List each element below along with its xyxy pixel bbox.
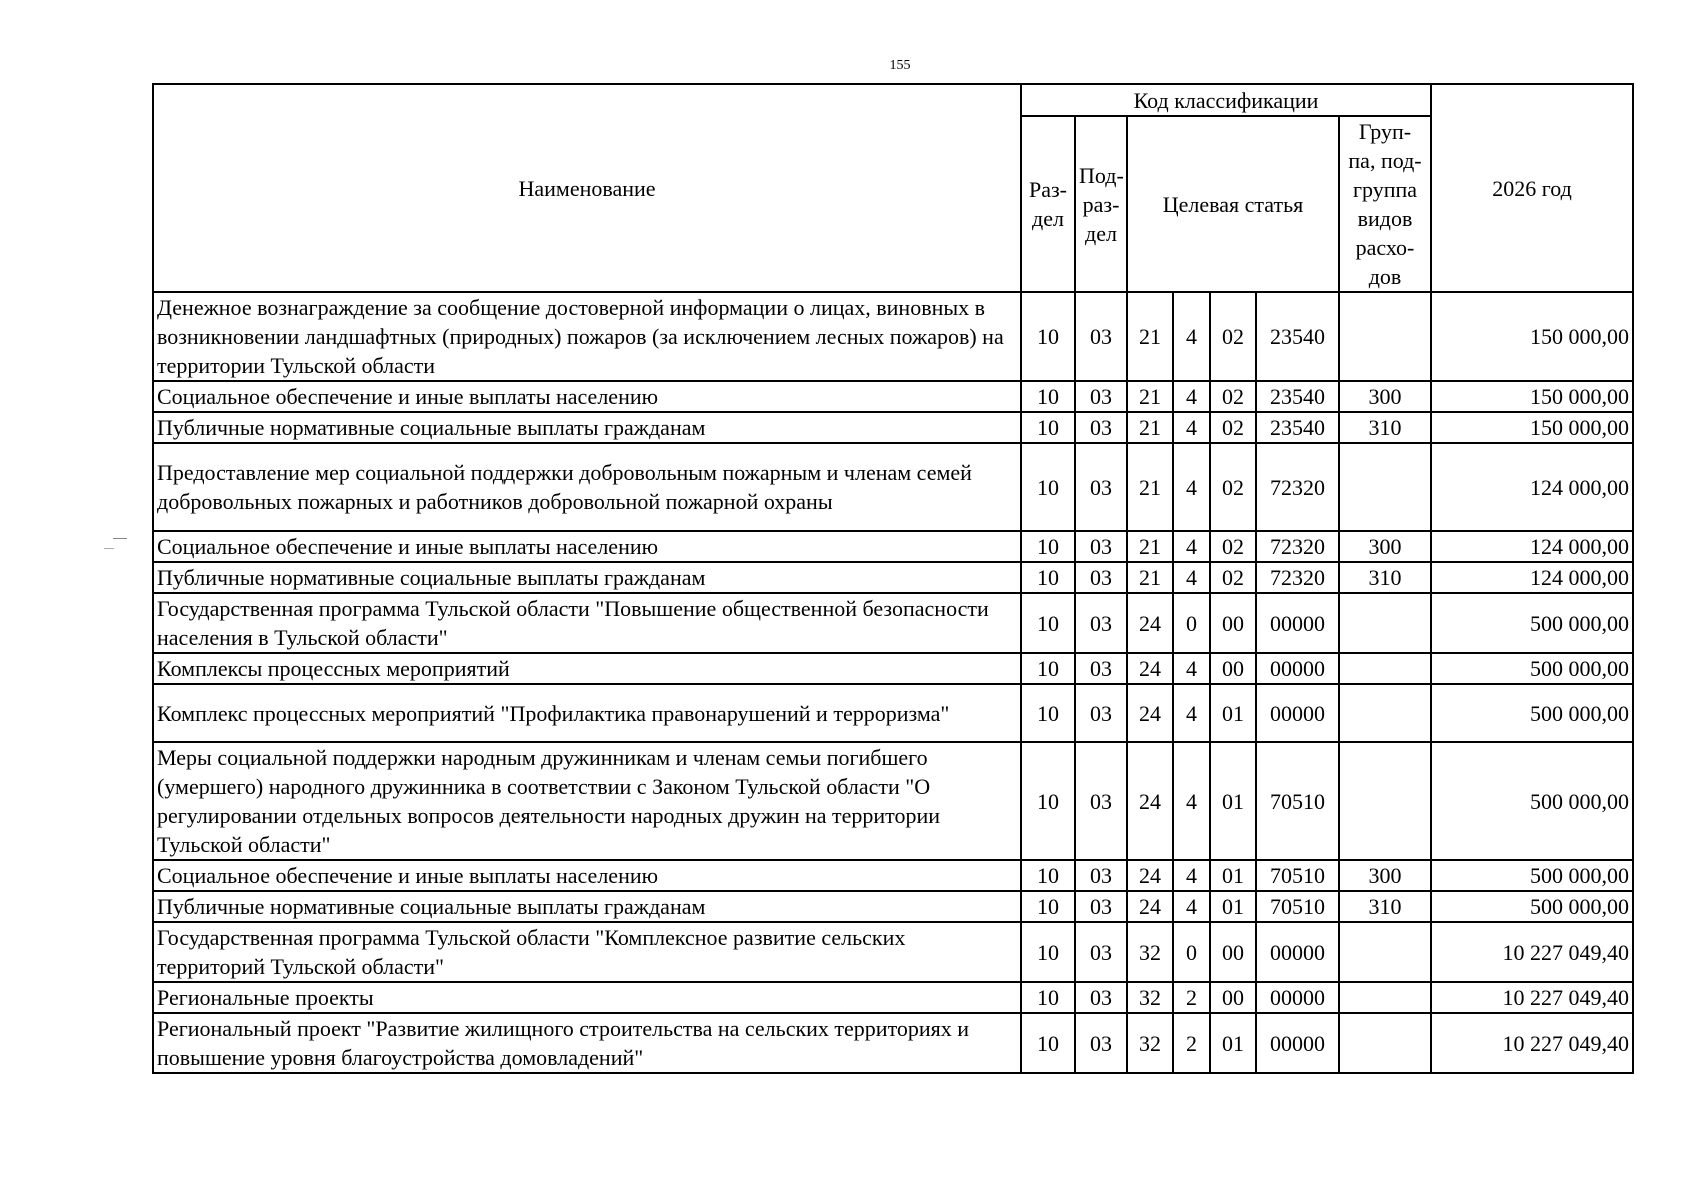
cell-amount: 124 000,00 xyxy=(1431,562,1633,593)
cell-target-structure: 00 xyxy=(1210,653,1256,684)
cell-section: 10 xyxy=(1021,982,1075,1013)
cell-expense-group xyxy=(1339,684,1431,742)
cell-subsection: 03 xyxy=(1075,982,1127,1013)
header-line: расхо- xyxy=(1355,235,1415,260)
header-name: Наименование xyxy=(153,84,1021,292)
cell-amount: 500 000,00 xyxy=(1431,653,1633,684)
cell-target-type: 4 xyxy=(1173,653,1210,684)
cell-target-structure: 02 xyxy=(1210,531,1256,562)
table-row xyxy=(153,381,1633,412)
cell-target-program: 32 xyxy=(1127,1013,1173,1073)
cell-section: 10 xyxy=(1021,412,1075,443)
cell-amount: 10 227 049,40 xyxy=(1431,1013,1633,1073)
header-line: видов xyxy=(1357,206,1413,231)
cell-target-type: 4 xyxy=(1173,443,1210,531)
cell-subsection: 03 xyxy=(1075,593,1127,653)
cell-expense-group xyxy=(1339,922,1431,982)
cell-target-type: 2 xyxy=(1173,1013,1210,1073)
scan-edge-mark xyxy=(113,538,127,539)
cell-subsection: 03 xyxy=(1075,562,1127,593)
header-code: Код классификации xyxy=(1021,84,1431,116)
cell-section: 10 xyxy=(1021,443,1075,531)
cell-expense-group: 300 xyxy=(1339,381,1431,412)
cell-subsection: 03 xyxy=(1075,742,1127,860)
cell-subsection: 03 xyxy=(1075,922,1127,982)
cell-amount: 500 000,00 xyxy=(1431,891,1633,922)
cell-name: Государственная программа Тульской области "Комплексное развитие сельских территорий Тульской области" xyxy=(153,922,1021,982)
cell-target-type: 4 xyxy=(1173,531,1210,562)
cell-section: 10 xyxy=(1021,381,1075,412)
cell-section: 10 xyxy=(1021,531,1075,562)
cell-target-program: 24 xyxy=(1127,742,1173,860)
cell-target-direction: 72320 xyxy=(1256,443,1339,531)
cell-amount: 150 000,00 xyxy=(1431,292,1633,381)
header-year: 2026 год xyxy=(1431,84,1633,292)
cell-expense-group xyxy=(1339,1013,1431,1073)
header-line: Раз- xyxy=(1028,177,1068,202)
cell-expense-group xyxy=(1339,742,1431,860)
table-row xyxy=(153,412,1633,443)
cell-target-program: 21 xyxy=(1127,412,1173,443)
header-line: раз- xyxy=(1082,191,1120,217)
cell-name: Региональные проекты xyxy=(153,982,1021,1013)
header-expense-group xyxy=(1339,116,1431,292)
cell-target-structure: 02 xyxy=(1210,292,1256,381)
cell-name: Социальное обеспечение и иные выплаты населению xyxy=(153,860,1021,891)
cell-section: 10 xyxy=(1021,922,1075,982)
cell-target-type: 4 xyxy=(1173,292,1210,381)
cell-section: 10 xyxy=(1021,593,1075,653)
cell-expense-group: 310 xyxy=(1339,412,1431,443)
cell-name: Государственная программа Тульской области "Повышение общественной безопасности населения в Тульской области" xyxy=(153,593,1021,653)
cell-target-structure: 00 xyxy=(1210,982,1256,1013)
cell-target-direction: 00000 xyxy=(1256,1013,1339,1073)
cell-target-type: 4 xyxy=(1173,742,1210,860)
cell-expense-group xyxy=(1339,653,1431,684)
cell-target-direction: 72320 xyxy=(1256,562,1339,593)
cell-target-type: 0 xyxy=(1173,593,1210,653)
page-number: 155 xyxy=(889,58,911,73)
table-row xyxy=(153,982,1633,1013)
cell-expense-group xyxy=(1339,292,1431,381)
table-row xyxy=(153,684,1633,742)
cell-target-structure: 01 xyxy=(1210,860,1256,891)
cell-name: Публичные нормативные социальные выплаты гражданам xyxy=(153,891,1021,922)
cell-target-type: 4 xyxy=(1173,860,1210,891)
cell-target-type: 0 xyxy=(1173,922,1210,982)
cell-amount: 150 000,00 xyxy=(1431,381,1633,412)
cell-amount: 500 000,00 xyxy=(1431,684,1633,742)
cell-section: 10 xyxy=(1021,562,1075,593)
cell-amount: 10 227 049,40 xyxy=(1431,922,1633,982)
table-body xyxy=(153,292,1633,1073)
cell-target-type: 4 xyxy=(1173,684,1210,742)
cell-target-direction: 00000 xyxy=(1256,593,1339,653)
cell-expense-group: 300 xyxy=(1339,531,1431,562)
table-row xyxy=(153,891,1633,922)
cell-name: Публичные нормативные социальные выплаты гражданам xyxy=(153,412,1021,443)
cell-target-structure: 01 xyxy=(1210,684,1256,742)
header-line: дов xyxy=(1368,264,1402,289)
cell-section: 10 xyxy=(1021,653,1075,684)
cell-name: Социальное обеспечение и иные выплаты населению xyxy=(153,381,1021,412)
cell-subsection: 03 xyxy=(1075,684,1127,742)
cell-target-direction: 00000 xyxy=(1256,922,1339,982)
cell-section: 10 xyxy=(1021,860,1075,891)
cell-section: 10 xyxy=(1021,742,1075,860)
cell-subsection: 03 xyxy=(1075,1013,1127,1073)
cell-expense-group xyxy=(1339,593,1431,653)
cell-name: Публичные нормативные социальные выплаты гражданам xyxy=(153,562,1021,593)
table-row xyxy=(153,860,1633,891)
table-row xyxy=(153,653,1633,684)
cell-expense-group xyxy=(1339,982,1431,1013)
cell-amount: 500 000,00 xyxy=(1431,742,1633,860)
cell-target-program: 24 xyxy=(1127,860,1173,891)
cell-name: Социальное обеспечение и иные выплаты населению xyxy=(153,531,1021,562)
budget-table xyxy=(152,83,1634,1074)
cell-target-program: 24 xyxy=(1127,593,1173,653)
cell-expense-group: 310 xyxy=(1339,562,1431,593)
cell-amount: 500 000,00 xyxy=(1431,593,1633,653)
cell-name: Комплекс процессных мероприятий "Профилактика правонарушений и терроризма" xyxy=(153,684,1021,742)
header-subsection xyxy=(1075,116,1127,292)
cell-name: Предоставление мер социальной поддержки добровольным пожарным и членам семей добровольных пожарных и работников добровольной пожарной охраны xyxy=(153,443,1021,531)
cell-target-direction: 23540 xyxy=(1256,292,1339,381)
cell-target-program: 21 xyxy=(1127,292,1173,381)
cell-expense-group xyxy=(1339,443,1431,531)
cell-target-structure: 00 xyxy=(1210,593,1256,653)
header-section xyxy=(1021,116,1075,292)
cell-expense-group: 310 xyxy=(1339,891,1431,922)
scan-edge-mark xyxy=(104,548,114,549)
cell-amount: 10 227 049,40 xyxy=(1431,982,1633,1013)
cell-target-structure: 01 xyxy=(1210,1013,1256,1073)
cell-target-direction: 23540 xyxy=(1256,381,1339,412)
cell-target-direction: 00000 xyxy=(1256,653,1339,684)
cell-target-type: 4 xyxy=(1173,412,1210,443)
header-line: Под- xyxy=(1079,162,1124,188)
cell-target-program: 24 xyxy=(1127,684,1173,742)
cell-subsection: 03 xyxy=(1075,891,1127,922)
cell-amount: 500 000,00 xyxy=(1431,860,1633,891)
cell-subsection: 03 xyxy=(1075,412,1127,443)
cell-target-program: 21 xyxy=(1127,443,1173,531)
cell-subsection: 03 xyxy=(1075,381,1127,412)
cell-target-type: 4 xyxy=(1173,381,1210,412)
cell-target-program: 21 xyxy=(1127,381,1173,412)
cell-target-structure: 01 xyxy=(1210,891,1256,922)
header-line: группа xyxy=(1352,177,1418,202)
cell-section: 10 xyxy=(1021,1013,1075,1073)
header-line: дел xyxy=(1032,206,1064,231)
cell-subsection: 03 xyxy=(1075,653,1127,684)
cell-target-program: 24 xyxy=(1127,891,1173,922)
cell-section: 10 xyxy=(1021,684,1075,742)
cell-target-program: 32 xyxy=(1127,982,1173,1013)
cell-amount: 124 000,00 xyxy=(1431,443,1633,531)
cell-target-structure: 02 xyxy=(1210,381,1256,412)
cell-target-program: 21 xyxy=(1127,531,1173,562)
cell-target-direction: 00000 xyxy=(1256,684,1339,742)
table-row xyxy=(153,1013,1633,1073)
cell-target-direction: 70510 xyxy=(1256,891,1339,922)
header-line: дел xyxy=(1085,220,1117,246)
cell-target-structure: 00 xyxy=(1210,922,1256,982)
cell-target-structure: 02 xyxy=(1210,443,1256,531)
table-row xyxy=(153,593,1633,653)
cell-target-program: 32 xyxy=(1127,922,1173,982)
table-row xyxy=(153,292,1633,381)
cell-target-structure: 02 xyxy=(1210,412,1256,443)
cell-subsection: 03 xyxy=(1075,860,1127,891)
cell-target-type: 4 xyxy=(1173,891,1210,922)
cell-target-direction: 00000 xyxy=(1256,982,1339,1013)
cell-amount: 124 000,00 xyxy=(1431,531,1633,562)
cell-expense-group: 300 xyxy=(1339,860,1431,891)
cell-target-structure: 02 xyxy=(1210,562,1256,593)
table-row xyxy=(153,562,1633,593)
header-line: па, под- xyxy=(1348,148,1422,173)
cell-name: Региональный проект "Развитие жилищного строительства на сельских территориях и повышение уровня благоустройства домовладений" xyxy=(153,1013,1021,1073)
table-row xyxy=(153,742,1633,860)
cell-subsection: 03 xyxy=(1075,531,1127,562)
cell-section: 10 xyxy=(1021,292,1075,381)
cell-target-direction: 70510 xyxy=(1256,742,1339,860)
cell-target-direction: 23540 xyxy=(1256,412,1339,443)
cell-target-direction: 72320 xyxy=(1256,531,1339,562)
cell-subsection: 03 xyxy=(1075,292,1127,381)
cell-name: Комплексы процессных мероприятий xyxy=(153,653,1021,684)
table-row xyxy=(153,531,1633,562)
header-target-article: Целевая статья xyxy=(1127,116,1339,292)
cell-name: Меры социальной поддержки народным дружинникам и членам семьи погибшего (умершего) народного дружинника в соответствии с Законом Тульской области "О регулировании отдельных вопросов деятельности народных дружин на территории Тульской области" xyxy=(153,742,1021,860)
cell-target-direction: 70510 xyxy=(1256,860,1339,891)
cell-target-program: 24 xyxy=(1127,653,1173,684)
cell-amount: 150 000,00 xyxy=(1431,412,1633,443)
table-row xyxy=(153,922,1633,982)
cell-subsection: 03 xyxy=(1075,443,1127,531)
table-row xyxy=(153,443,1633,531)
cell-target-program: 21 xyxy=(1127,562,1173,593)
cell-target-structure: 01 xyxy=(1210,742,1256,860)
cell-name: Денежное вознаграждение за сообщение достоверной информации о лицах, виновных в возникновении ландшафтных (природных) пожаров (за исключением лесных пожаров) на территории Тульской области xyxy=(153,292,1021,381)
cell-target-type: 4 xyxy=(1173,562,1210,593)
header-line: Груп- xyxy=(1358,119,1412,144)
cell-section: 10 xyxy=(1021,891,1075,922)
cell-target-type: 2 xyxy=(1173,982,1210,1013)
